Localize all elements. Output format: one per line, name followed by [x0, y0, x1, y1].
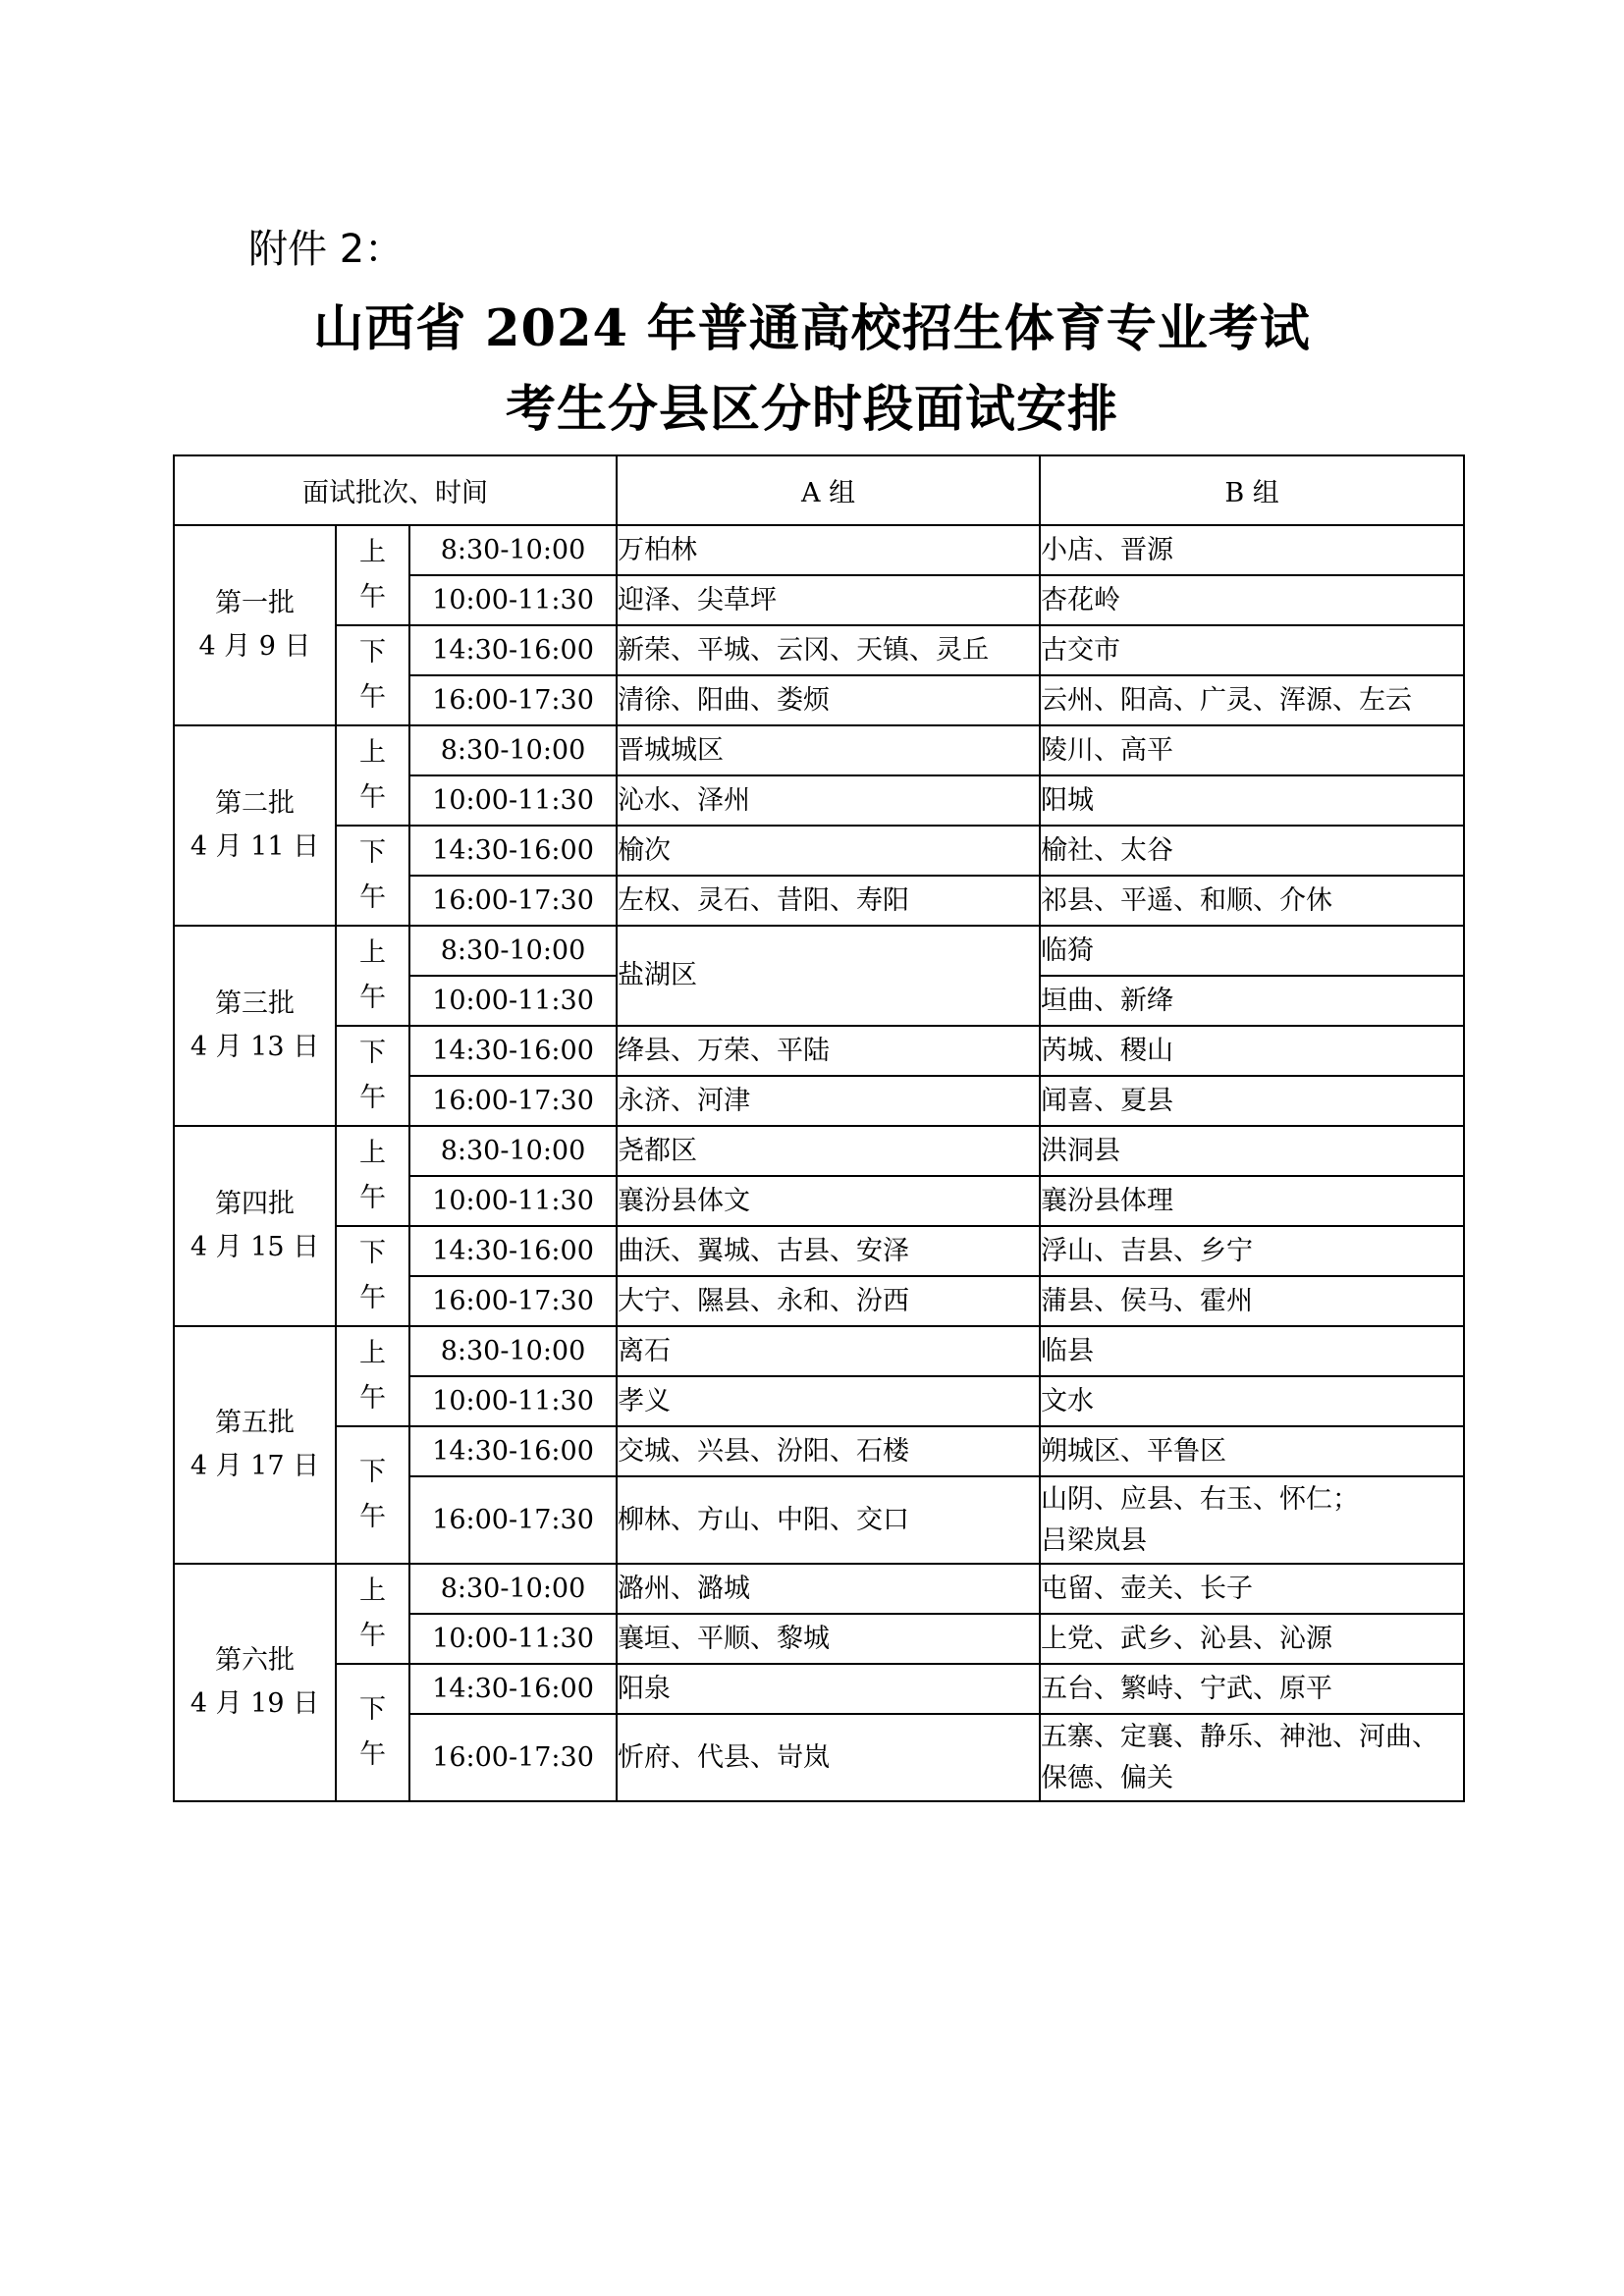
group-a-cell: 永济、河津: [617, 1076, 1040, 1126]
group-a-cell: 迎泽、尖草坪: [617, 575, 1040, 625]
group-b-cell: 临猗: [1040, 926, 1464, 976]
batch-name: 第四批: [215, 1189, 295, 1219]
time-slot: 10:00-11:30: [409, 1614, 617, 1664]
table-row: [174, 1326, 1464, 1376]
group-a-cell: 柳林、方山、中阳、交口: [617, 1476, 1040, 1564]
batch-date: 4 月 19 日: [189, 1688, 320, 1719]
group-a-cell: 新荣、平城、云冈、天镇、灵丘: [617, 625, 1040, 675]
time-slot: 8:30-10:00: [409, 1326, 617, 1376]
batch-name: 第六批: [215, 1645, 295, 1676]
batch-date: 4 月 17 日: [189, 1451, 320, 1481]
group-b-cell: 浮山、吉县、乡宁: [1040, 1226, 1464, 1276]
group-a-cell: 大宁、隰县、永和、汾西: [617, 1276, 1040, 1326]
group-b-cell: 文水: [1040, 1376, 1464, 1426]
time-slot: 10:00-11:30: [409, 1376, 617, 1426]
time-slot: 14:30-16:00: [409, 1664, 617, 1714]
document-title-line1: 山西省 2024 年普通高校招生体育专业考试: [313, 299, 1311, 358]
batch-date: 4 月 15 日: [189, 1232, 320, 1262]
group-a-cell: 尧都区: [617, 1126, 1040, 1176]
am-label: 上午: [336, 525, 409, 625]
time-slot: 10:00-11:30: [409, 775, 617, 826]
group-b-cell: 阳城: [1040, 775, 1464, 826]
time-slot: 16:00-17:30: [409, 1476, 617, 1564]
batch-date: 4 月 11 日: [189, 831, 320, 862]
group-b-cell: 云州、阳高、广灵、浑源、左云: [1040, 675, 1464, 725]
batch-name: 第五批: [215, 1408, 295, 1438]
pm-label: 下午: [336, 625, 409, 725]
group-b-cell: 襄汾县体理: [1040, 1176, 1464, 1226]
group-b-cell: 闻喜、夏县: [1040, 1076, 1464, 1126]
group-b-cell: 朔城区、平鲁区: [1040, 1426, 1464, 1476]
table-row: [174, 1664, 1464, 1714]
group-b-line: 保德、偏关: [1041, 1762, 1174, 1793]
group-a-cell: 沁水、泽州: [617, 775, 1040, 826]
group-b-cell: 临县: [1040, 1326, 1464, 1376]
group-a-cell: 清徐、阳曲、娄烦: [617, 675, 1040, 725]
time-slot: 14:30-16:00: [409, 1426, 617, 1476]
batch-cell: [174, 1326, 336, 1564]
batch-date: 4 月 13 日: [189, 1032, 320, 1062]
group-a-cell: 潞州、潞城: [617, 1564, 1040, 1614]
group-a-cell: 万柏林: [617, 525, 1040, 575]
group-a-cell: 交城、兴县、汾阳、石楼: [617, 1426, 1040, 1476]
group-b-cell: 芮城、稷山: [1040, 1026, 1464, 1076]
group-b-cell: 陵川、高平: [1040, 725, 1464, 775]
batch-name: 第二批: [215, 788, 295, 819]
group-b-line: 五寨、定襄、静乐、神池、河曲、: [1041, 1721, 1439, 1752]
time-slot: 16:00-17:30: [409, 876, 617, 926]
group-b-line: 吕梁岚县: [1041, 1524, 1148, 1556]
table-row: [174, 926, 1464, 976]
time-slot: 8:30-10:00: [409, 1564, 617, 1614]
group-a-cell: 忻府、代县、岢岚: [617, 1714, 1040, 1801]
group-a-cell: 晋城城区: [617, 725, 1040, 775]
time-slot: 8:30-10:00: [409, 725, 617, 775]
group-b-cell: 上党、武乡、沁县、沁源: [1040, 1614, 1464, 1664]
am-label: 上午: [336, 1564, 409, 1664]
batch-cell: [174, 1564, 336, 1801]
table-row: [174, 1426, 1464, 1476]
time-slot: 16:00-17:30: [409, 1076, 617, 1126]
group-b-cell: 榆社、太谷: [1040, 826, 1464, 876]
table-row: [174, 826, 1464, 876]
group-a-cell: 榆次: [617, 826, 1040, 876]
time-slot: 14:30-16:00: [409, 1226, 617, 1276]
group-b-cell: 小店、晋源: [1040, 525, 1464, 575]
table-row: [174, 525, 1464, 575]
time-slot: 16:00-17:30: [409, 1714, 617, 1801]
table-row: [174, 1564, 1464, 1614]
time-slot: 16:00-17:30: [409, 675, 617, 725]
group-a-cell: 离石: [617, 1326, 1040, 1376]
header-group-a: A 组: [617, 455, 1040, 525]
group-a-cell: 襄垣、平顺、黎城: [617, 1614, 1040, 1664]
document-title-line2: 考生分县区分时段面试安排: [505, 380, 1118, 439]
table-row: [174, 725, 1464, 775]
group-b-cell: 蒲县、侯马、霍州: [1040, 1276, 1464, 1326]
group-a-cell: 左权、灵石、昔阳、寿阳: [617, 876, 1040, 926]
group-b-cell: 五台、繁峙、宁武、原平: [1040, 1664, 1464, 1714]
group-a-cell: 绛县、万荣、平陆: [617, 1026, 1040, 1076]
time-slot: 10:00-11:30: [409, 575, 617, 625]
batch-cell: [174, 525, 336, 725]
time-slot: 14:30-16:00: [409, 625, 617, 675]
batch-cell: [174, 1126, 336, 1326]
am-label: 上午: [336, 926, 409, 1026]
table-row: [174, 625, 1464, 675]
am-label: 上午: [336, 1126, 409, 1226]
group-a-cell: 孝义: [617, 1376, 1040, 1426]
pm-label: 下午: [336, 1026, 409, 1126]
interview-schedule-table: [173, 454, 1465, 1802]
group-b-cell: 古交市: [1040, 625, 1464, 675]
header-batch-time: 面试批次、时间: [174, 455, 617, 525]
batch-name: 第三批: [215, 988, 295, 1019]
group-a-cell: 阳泉: [617, 1664, 1040, 1714]
pm-label: 下午: [336, 1226, 409, 1326]
time-slot: 8:30-10:00: [409, 525, 617, 575]
group-a-cell: 盐湖区: [617, 926, 1040, 1026]
group-b-line: 山阴、应县、右玉、怀仁；: [1041, 1483, 1360, 1515]
pm-label: 下午: [336, 826, 409, 926]
table-row: [174, 1026, 1464, 1076]
attachment-label: 附件 2：: [248, 227, 405, 272]
time-slot: 10:00-11:30: [409, 1176, 617, 1226]
time-slot: 14:30-16:00: [409, 1026, 617, 1076]
group-b-cell: 祁县、平遥、和顺、介休: [1040, 876, 1464, 926]
group-b-cell: 杏花岭: [1040, 575, 1464, 625]
group-b-cell: [1040, 1476, 1464, 1564]
group-b-cell: 洪洞县: [1040, 1126, 1464, 1176]
group-b-cell: 屯留、壶关、长子: [1040, 1564, 1464, 1614]
table-row: [174, 1126, 1464, 1176]
pm-label: 下午: [336, 1426, 409, 1564]
batch-cell: [174, 725, 336, 926]
group-a-cell: 曲沃、翼城、古县、安泽: [617, 1226, 1040, 1276]
am-label: 上午: [336, 725, 409, 826]
time-slot: 16:00-17:30: [409, 1276, 617, 1326]
time-slot: 10:00-11:30: [409, 976, 617, 1026]
group-a-cell: 襄汾县体文: [617, 1176, 1040, 1226]
batch-date: 4 月 9 日: [198, 631, 311, 662]
time-slot: 8:30-10:00: [409, 1126, 617, 1176]
time-slot: 14:30-16:00: [409, 826, 617, 876]
table-row: [174, 1226, 1464, 1276]
time-slot: 8:30-10:00: [409, 926, 617, 976]
pm-label: 下午: [336, 1664, 409, 1801]
header-group-b: B 组: [1040, 455, 1464, 525]
batch-name: 第一批: [215, 588, 295, 618]
batch-cell: [174, 926, 336, 1126]
am-label: 上午: [336, 1326, 409, 1426]
group-b-cell: 垣曲、新绛: [1040, 976, 1464, 1026]
group-b-cell: [1040, 1714, 1464, 1801]
